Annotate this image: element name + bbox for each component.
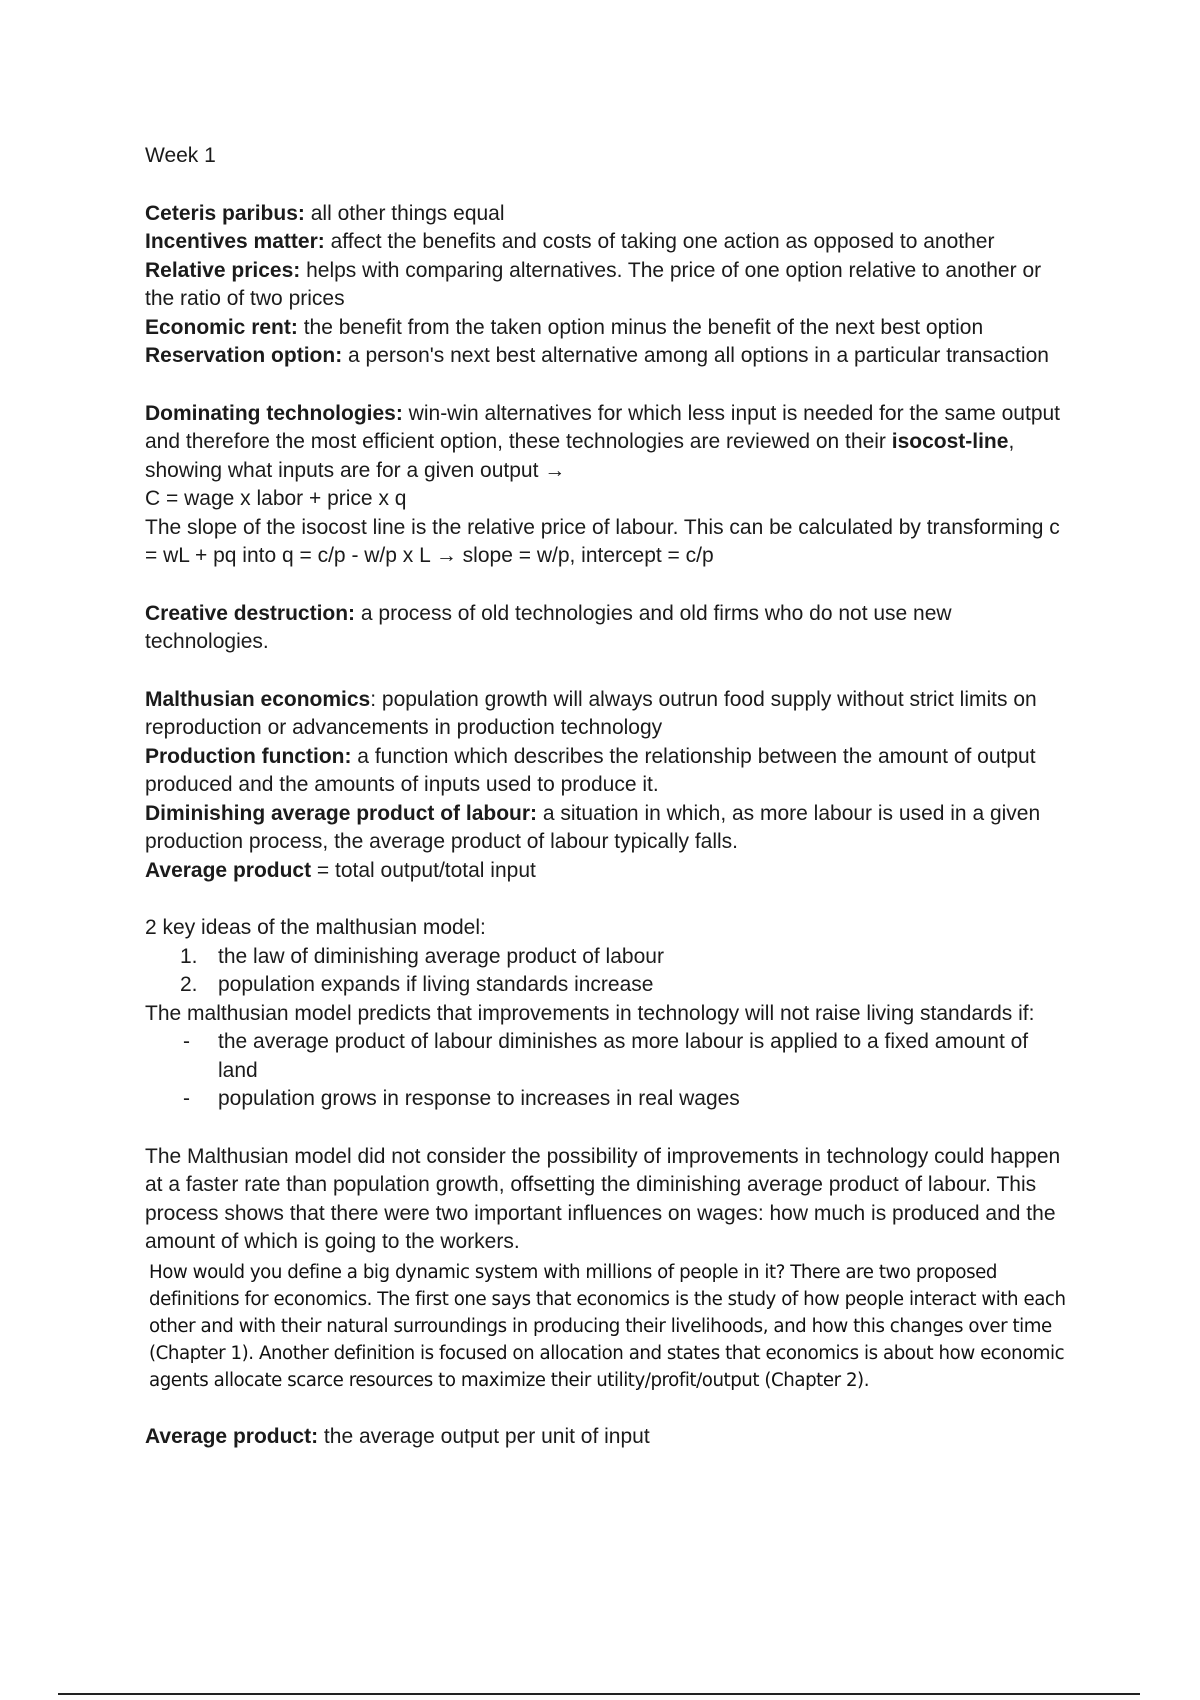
dash-bullet: - (183, 1030, 190, 1053)
definition-text: a function which describes the relationship between the amount of output produced and the amounts of inputs used to produce it. (145, 744, 1036, 796)
definition-text: win-win alternatives for which less input is needed for the same output and therefore the most efficient option, these technologies are reviewed on their (145, 401, 1061, 453)
dominating-technologies-section (145, 400, 1070, 571)
malthus-prediction: The malthusian model predicts that improvements in technology will not raise living standards if: (145, 1001, 1035, 1025)
definition-text: a process of old technologies and old firms who do not use new technologies. (145, 601, 952, 653)
definition-text: the benefit from the taken option minus the benefit of the next best option (297, 315, 984, 339)
definition-text: helps with comparing alternatives. The price of one option relative to another or the ratio of two prices (145, 258, 1042, 310)
list-item-text: population expands if living standards increase (218, 973, 654, 996)
definition-term: Malthusian economics (145, 687, 371, 711)
definition-economic-rent (145, 314, 1070, 343)
list-item-text: the law of diminishing average product of labour (218, 944, 664, 968)
list-item-text: population grows in response to increases in real wages (218, 1087, 740, 1110)
definition-creative-destruction (145, 600, 1070, 657)
list-item (145, 971, 1070, 1000)
definition-term: Production function: (145, 744, 352, 768)
definitions-group-1 (145, 200, 1070, 371)
list-item-text: the average product of labour diminishes as more labour is applied to a fixed amount of land (218, 1030, 1029, 1082)
conditions-list (145, 1028, 1070, 1114)
definition-diminishing-average-product (145, 800, 1070, 857)
definition-term: Creative destruction: (145, 601, 356, 625)
definition-text: = total output/total input (311, 858, 536, 882)
isocost-slope-text: The slope of the isocost line is the relative price of labour. This can be calculated by transforming c = wL + pq into q = c/p - w/p x L → slope = w/p, intercept = c/p (145, 515, 1060, 567)
definition-reservation-option (145, 342, 1070, 371)
definition-text: affect the benefits and costs of taking one action as opposed to another (324, 230, 995, 253)
definition-term: Ceteris paribus: (145, 201, 305, 225)
conclusion-paragraph: The Malthusian model did not consider the possibility of improvements in technology could happen at a faster rate than population growth, offsetting the diminishing average product of labour. This process shows that there were two important influences on wages: how much is produced and the amount of which is going to the workers. (145, 1144, 1061, 1253)
definition-relative-prices (145, 257, 1070, 314)
definition-text: a situation in which, as more labour is used in a given production process, the average product of labour typically falls. (145, 801, 1041, 853)
definition-incentives (145, 228, 1070, 257)
definition-malthusian-economics (145, 686, 1070, 743)
definition-dominating-technologies (145, 400, 1070, 486)
definition-term: Reservation option: (145, 344, 343, 367)
definition-term: Diminishing average product of labour: (145, 801, 538, 825)
document-page (145, 142, 1070, 1451)
definition-text: a person's next best alternative among all options in a particular transaction (342, 344, 1049, 367)
list-item (145, 1085, 1070, 1114)
definition-text: , showing what inputs are for a given output → (145, 430, 1015, 482)
list-item (145, 943, 1070, 972)
definition-term: Economic rent: (145, 315, 298, 339)
definition-term: Average product (145, 858, 312, 882)
definition-term: Relative prices: (145, 258, 301, 282)
definition-production-function (145, 743, 1070, 800)
isocost-term: isocost-line (891, 430, 1009, 453)
list-number: 1. (180, 944, 198, 968)
pasted-excerpt: How would you define a big dynamic system with millions of people in it? There are two proposed definitions for economics. The first one says that economics is the study of how people interact with each other and with their natural surroundings in producing their livelihoods, and how this changes over time (Chapter 1). Another definition is focused on allocation and states that economics is about how economic agents allocate scarce resources to maximize their utility/profit/output (Chapter 2). (149, 1261, 1066, 1391)
list-item (145, 1028, 1070, 1085)
definition-term: Dominating technologies: (145, 401, 403, 425)
isocost-formula: C = wage x labor + price x q (145, 487, 407, 510)
dash-bullet: - (183, 1087, 190, 1110)
malthus-intro: 2 key ideas of the malthusian model: (145, 916, 486, 939)
definition-text: : population growth will always outrun food supply without strict limits on reproduction or advancements in production technology (145, 687, 1037, 739)
week-heading: Week 1 (145, 144, 216, 167)
definition-average-product (145, 857, 1070, 886)
definition-average-product-final (145, 1423, 1070, 1452)
key-ideas-list (145, 943, 1070, 1000)
definition-text: all other things equal (304, 201, 505, 225)
bottom-divider (58, 1693, 1140, 1695)
definition-ceteris-paribus (145, 200, 1070, 229)
malthusian-model-section (145, 914, 1070, 1114)
definition-term: Incentives matter: (145, 230, 325, 253)
list-number: 2. (180, 973, 198, 996)
definition-text: the average output per unit of input (318, 1424, 650, 1448)
definition-term: Average product: (145, 1424, 319, 1448)
definitions-group-2 (145, 686, 1070, 886)
